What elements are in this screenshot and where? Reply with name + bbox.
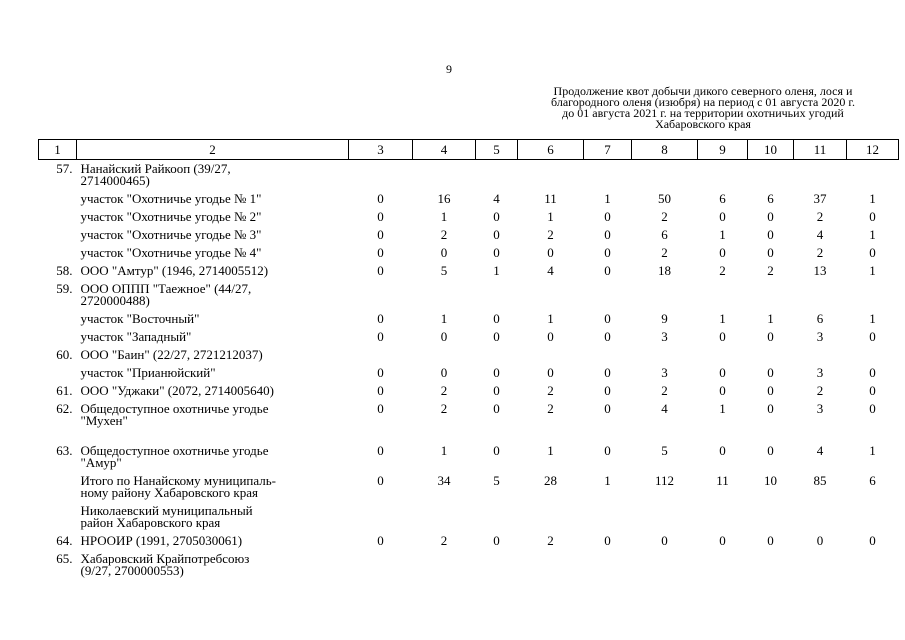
- value-cell: [632, 502, 698, 532]
- value-cell: 0: [377, 443, 384, 458]
- value-cell: 0: [377, 245, 384, 260]
- row-name-cell: [77, 400, 349, 442]
- table-row: [39, 244, 899, 262]
- row-name: участок "Прианюйский": [80, 365, 216, 380]
- row-number: 58.: [56, 263, 73, 278]
- row-number: [39, 364, 77, 382]
- table-row: [39, 442, 899, 472]
- value-cell: 0: [869, 365, 876, 380]
- value-cell: 6: [719, 191, 726, 206]
- value-cell: 1: [547, 311, 554, 326]
- row-name-cell: [77, 280, 349, 310]
- value-cell: [584, 502, 632, 532]
- value-cell: [413, 550, 476, 580]
- value-cell: 0: [604, 533, 611, 548]
- value-cell: 0: [493, 533, 500, 548]
- value-cell: 0: [493, 227, 500, 242]
- value-cell: 0: [547, 365, 554, 380]
- value-cell: [847, 502, 899, 532]
- table-row: [39, 382, 899, 400]
- value-cell: [698, 160, 748, 191]
- row-number: [39, 208, 77, 226]
- value-cell: 0: [440, 245, 448, 260]
- header-cell: 4: [413, 140, 476, 160]
- row-number: 65.: [56, 551, 73, 566]
- header-cell: 1: [39, 140, 77, 160]
- table-row: [39, 280, 899, 310]
- value-cell: 10: [764, 473, 777, 488]
- value-cell: 2: [816, 383, 824, 398]
- value-cell: 0: [493, 443, 500, 458]
- value-cell: 0: [767, 209, 774, 224]
- value-cell: 0: [604, 383, 611, 398]
- value-cell: 3: [816, 329, 824, 344]
- value-cell: [413, 502, 476, 532]
- value-cell: 28: [544, 473, 557, 488]
- value-cell: 1: [604, 191, 611, 206]
- value-cell: [847, 280, 899, 310]
- value-cell: [698, 346, 748, 364]
- row-number: 62.: [56, 401, 73, 416]
- row-name-cell: [77, 502, 349, 532]
- row-name: участок "Охотничье угодье № 1": [80, 191, 262, 206]
- value-cell: 0: [767, 383, 774, 398]
- value-cell: 0: [719, 245, 726, 260]
- value-cell: [476, 160, 518, 191]
- row-name-cell: [77, 532, 349, 550]
- row-name: ООО "Уджаки" (2072, 2714005640): [80, 383, 274, 398]
- row-name: участок "Охотничье угодье № 4": [80, 245, 262, 260]
- row-name-cell: [77, 550, 349, 580]
- header-cell: 10: [748, 140, 794, 160]
- value-cell: [476, 346, 518, 364]
- value-cell: [476, 550, 518, 580]
- value-cell: 1: [869, 443, 876, 458]
- value-cell: [349, 550, 413, 580]
- row-name-cell: [77, 472, 349, 502]
- header-cell: 2: [77, 140, 349, 160]
- value-cell: [413, 346, 476, 364]
- value-cell: [518, 550, 584, 580]
- row-name: Нанайский Райкооп (39/27, 2714000465): [80, 161, 231, 188]
- value-cell: 0: [493, 383, 500, 398]
- value-cell: [698, 280, 748, 310]
- row-name-cell: [77, 346, 349, 364]
- value-cell: 2: [440, 401, 448, 416]
- value-cell: 0: [377, 401, 384, 416]
- value-cell: 0: [767, 365, 774, 380]
- value-cell: 6: [661, 227, 668, 242]
- value-cell: [349, 280, 413, 310]
- table-row: [39, 550, 899, 580]
- value-cell: [698, 550, 748, 580]
- value-cell: 6: [767, 191, 774, 206]
- caption-line: Хабаровского края: [655, 117, 751, 131]
- value-cell: 0: [869, 383, 876, 398]
- row-name: Хабаровский Крайпотребсоюз (9/27, 2700000553): [80, 551, 250, 578]
- value-cell: 0: [604, 329, 611, 344]
- value-cell: 0: [547, 329, 554, 344]
- value-cell: 85: [813, 473, 827, 488]
- value-cell: 2: [547, 383, 554, 398]
- value-cell: 0: [767, 227, 774, 242]
- table-row: [39, 346, 899, 364]
- value-cell: 0: [816, 533, 824, 548]
- header-cell: 3: [349, 140, 413, 160]
- value-cell: 0: [767, 443, 774, 458]
- value-cell: 0: [604, 443, 611, 458]
- value-cell: [794, 502, 847, 532]
- value-cell: 0: [719, 443, 726, 458]
- table-row: [39, 160, 899, 191]
- page-number: 9: [446, 62, 452, 76]
- value-cell: 3: [816, 365, 824, 380]
- table-row: [39, 262, 899, 280]
- value-cell: 0: [604, 227, 611, 242]
- value-cell: 4: [547, 263, 554, 278]
- value-cell: 1: [440, 311, 448, 326]
- row-name: участок "Западный": [80, 329, 192, 344]
- header-row: [39, 140, 899, 160]
- row-number: 60.: [56, 347, 73, 362]
- value-cell: [794, 160, 847, 191]
- value-cell: [413, 280, 476, 310]
- header-cell: 5: [476, 140, 518, 160]
- value-cell: 9: [661, 311, 668, 326]
- value-cell: 1: [493, 263, 500, 278]
- value-cell: 0: [604, 209, 611, 224]
- row-name-cell: [77, 244, 349, 262]
- value-cell: [584, 346, 632, 364]
- table-row: [39, 328, 899, 346]
- value-cell: 1: [869, 227, 876, 242]
- value-cell: 16: [437, 191, 451, 206]
- table-row: [39, 502, 899, 532]
- header-cell: 7: [584, 140, 632, 160]
- row-name: участок "Охотничье угодье № 3": [80, 227, 262, 242]
- row-number: [39, 244, 77, 262]
- value-cell: 1: [869, 191, 876, 206]
- value-cell: [847, 550, 899, 580]
- value-cell: 0: [767, 245, 774, 260]
- value-cell: 2: [661, 245, 668, 260]
- value-cell: 3: [661, 365, 668, 380]
- quota-table: [38, 139, 899, 580]
- value-cell: 0: [377, 227, 384, 242]
- value-cell: 1: [719, 311, 726, 326]
- table-row: [39, 472, 899, 502]
- value-cell: 0: [661, 533, 668, 548]
- value-cell: 2: [440, 383, 448, 398]
- value-cell: 0: [767, 401, 774, 416]
- value-cell: 0: [869, 533, 876, 548]
- value-cell: 0: [719, 209, 726, 224]
- row-name: Общедоступное охотничье угодье "Мухен": [80, 401, 269, 428]
- value-cell: [584, 280, 632, 310]
- value-cell: 1: [719, 227, 726, 242]
- value-cell: 0: [547, 245, 554, 260]
- value-cell: [349, 160, 413, 191]
- value-cell: [349, 502, 413, 532]
- value-cell: 0: [604, 263, 611, 278]
- value-cell: 1: [767, 311, 774, 326]
- header-cell: 6: [518, 140, 584, 160]
- value-cell: [847, 160, 899, 191]
- table-row: [39, 532, 899, 550]
- value-cell: [794, 550, 847, 580]
- row-name-cell: [77, 262, 349, 280]
- row-number: [39, 226, 77, 244]
- value-cell: 5: [493, 473, 500, 488]
- row-name: Общедоступное охотничье угодье "Амур": [80, 443, 269, 470]
- value-cell: [748, 502, 794, 532]
- value-cell: [632, 550, 698, 580]
- value-cell: [476, 502, 518, 532]
- row-name-cell: [77, 328, 349, 346]
- row-name: Итого по Нанайскому муниципаль- ному району Хабаровского края: [80, 473, 277, 500]
- row-name-cell: [77, 442, 349, 472]
- value-cell: 6: [816, 311, 824, 326]
- value-cell: 2: [719, 263, 726, 278]
- row-name: Николаевский муниципальный район Хабаровского края: [80, 503, 253, 530]
- value-cell: 2: [661, 209, 668, 224]
- value-cell: 0: [440, 365, 448, 380]
- value-cell: [698, 502, 748, 532]
- caption-line: Продолжение квот добычи дикого северного оленя, лося и: [553, 84, 853, 98]
- value-cell: 0: [377, 329, 384, 344]
- value-cell: 0: [493, 365, 500, 380]
- value-cell: 1: [604, 473, 611, 488]
- value-cell: [748, 280, 794, 310]
- row-name-cell: [77, 208, 349, 226]
- table-row: [39, 310, 899, 328]
- value-cell: 0: [604, 365, 611, 380]
- value-cell: 0: [719, 383, 726, 398]
- value-cell: 0: [719, 533, 726, 548]
- row-name: ООО "Амтур" (1946, 2714005512): [80, 263, 269, 278]
- value-cell: [518, 502, 584, 532]
- value-cell: [794, 346, 847, 364]
- value-cell: 0: [377, 473, 384, 488]
- value-cell: 1: [547, 209, 554, 224]
- value-cell: 5: [440, 263, 448, 278]
- value-cell: 0: [377, 533, 384, 548]
- value-cell: 2: [547, 227, 554, 242]
- value-cell: 0: [493, 401, 500, 416]
- value-cell: [748, 160, 794, 191]
- value-cell: 37: [813, 191, 827, 206]
- value-cell: 1: [440, 209, 448, 224]
- value-cell: 4: [493, 191, 500, 206]
- value-cell: 0: [493, 209, 500, 224]
- row-number: [39, 190, 77, 208]
- value-cell: 2: [547, 401, 554, 416]
- row-number: 61.: [56, 383, 73, 398]
- value-cell: 0: [767, 329, 774, 344]
- value-cell: 0: [377, 209, 384, 224]
- value-cell: 0: [493, 329, 500, 344]
- value-cell: 6: [869, 473, 876, 488]
- value-cell: 112: [654, 473, 675, 488]
- row-number: [39, 502, 77, 532]
- value-cell: [584, 160, 632, 191]
- value-cell: [476, 280, 518, 310]
- value-cell: 13: [813, 263, 827, 278]
- table-row: [39, 190, 899, 208]
- value-cell: [518, 346, 584, 364]
- value-cell: 2: [816, 209, 824, 224]
- value-cell: [584, 550, 632, 580]
- value-cell: 2: [767, 263, 774, 278]
- value-cell: 2: [816, 245, 824, 260]
- value-cell: 0: [604, 311, 611, 326]
- header-cell: 9: [698, 140, 748, 160]
- value-cell: 4: [816, 443, 824, 458]
- value-cell: 2: [661, 383, 668, 398]
- value-cell: 0: [604, 245, 611, 260]
- value-cell: [518, 160, 584, 191]
- table-row: [39, 364, 899, 382]
- value-cell: 18: [658, 263, 671, 278]
- value-cell: 4: [816, 227, 824, 242]
- value-cell: [632, 280, 698, 310]
- value-cell: 1: [547, 443, 554, 458]
- value-cell: 34: [437, 473, 451, 488]
- value-cell: 0: [719, 329, 726, 344]
- table-row: [39, 400, 899, 442]
- table-caption: [534, 86, 872, 130]
- value-cell: 0: [493, 245, 500, 260]
- value-cell: [349, 346, 413, 364]
- value-cell: [748, 346, 794, 364]
- row-number: [39, 472, 77, 502]
- value-cell: 0: [377, 365, 384, 380]
- value-cell: 3: [816, 401, 824, 416]
- value-cell: [748, 550, 794, 580]
- value-cell: 0: [377, 383, 384, 398]
- value-cell: 0: [869, 209, 876, 224]
- value-cell: 0: [377, 263, 384, 278]
- row-name: ООО "Баин" (22/27, 2721212037): [80, 347, 263, 362]
- row-name: участок "Восточный": [80, 311, 200, 326]
- row-number: [39, 328, 77, 346]
- value-cell: [413, 160, 476, 191]
- row-name: участок "Охотничье угодье № 2": [80, 209, 262, 224]
- row-name-cell: [77, 364, 349, 382]
- value-cell: 50: [658, 191, 671, 206]
- table-row: [39, 226, 899, 244]
- value-cell: 0: [377, 311, 384, 326]
- row-name: ООО ОППП "Таежное" (44/27, 2720000488): [80, 281, 252, 308]
- row-name-cell: [77, 310, 349, 328]
- table-row: [39, 208, 899, 226]
- row-name-cell: [77, 190, 349, 208]
- row-number: [39, 310, 77, 328]
- value-cell: 0: [604, 401, 611, 416]
- value-cell: 0: [869, 329, 876, 344]
- row-name-cell: [77, 226, 349, 244]
- row-name-cell: [77, 382, 349, 400]
- value-cell: 2: [440, 533, 448, 548]
- row-name: НРООИР (1991, 2705030061): [80, 533, 243, 548]
- header-cell: 12: [847, 140, 899, 160]
- row-number: 64.: [56, 533, 73, 548]
- row-number: 63.: [56, 443, 73, 458]
- value-cell: 0: [767, 533, 774, 548]
- value-cell: 0: [493, 311, 500, 326]
- value-cell: 1: [869, 311, 876, 326]
- value-cell: 1: [869, 263, 876, 278]
- caption-line: благородного оленя (изюбря) на период с 01 августа 2020 г.: [551, 95, 855, 109]
- value-cell: 0: [440, 329, 448, 344]
- value-cell: [632, 160, 698, 191]
- caption-line: до 01 августа 2021 г. на территории охотничьих угодий: [562, 106, 844, 120]
- value-cell: 0: [377, 191, 384, 206]
- value-cell: 4: [661, 401, 668, 416]
- value-cell: 11: [544, 191, 557, 206]
- value-cell: 1: [719, 401, 726, 416]
- value-cell: [518, 280, 584, 310]
- value-cell: 11: [716, 473, 729, 488]
- row-name-cell: [77, 160, 349, 191]
- value-cell: 0: [869, 245, 876, 260]
- row-number: 57.: [56, 161, 73, 176]
- header-cell: 11: [794, 140, 847, 160]
- header-cell: 8: [632, 140, 698, 160]
- value-cell: [794, 280, 847, 310]
- row-number: 59.: [56, 281, 73, 296]
- value-cell: 0: [719, 365, 726, 380]
- value-cell: [847, 346, 899, 364]
- value-cell: 1: [440, 443, 448, 458]
- value-cell: 0: [869, 401, 876, 416]
- value-cell: 3: [661, 329, 668, 344]
- value-cell: 2: [440, 227, 448, 242]
- value-cell: 2: [547, 533, 554, 548]
- value-cell: 5: [661, 443, 668, 458]
- value-cell: [632, 346, 698, 364]
